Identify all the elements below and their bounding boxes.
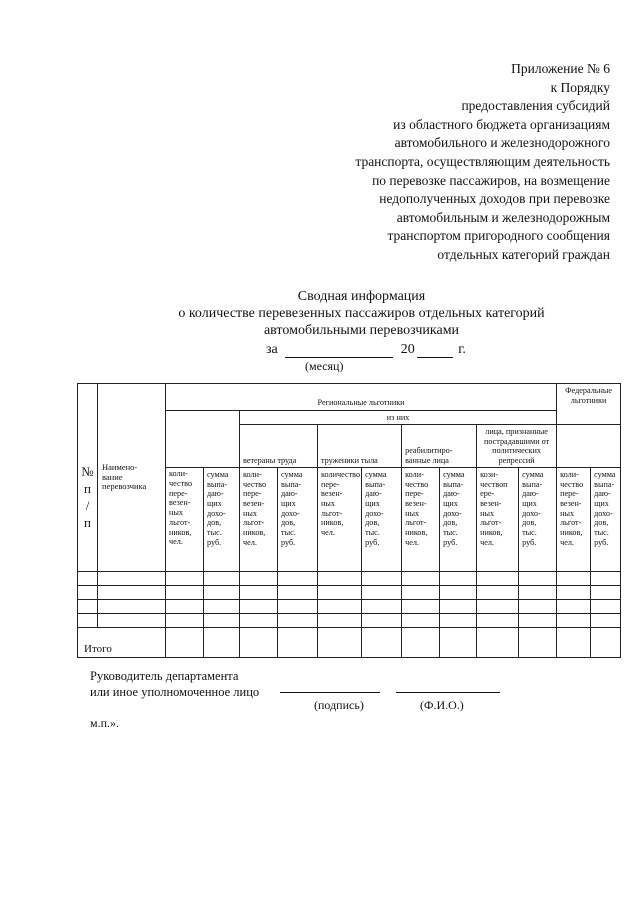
- cat-veterans: ветераны труда: [240, 425, 318, 468]
- table-row: [78, 571, 621, 585]
- iz-nih-header: из них: [240, 411, 557, 425]
- empty-cell: [166, 411, 240, 468]
- month-caption: (месяц): [305, 359, 344, 373]
- sub-count: коли- чество пере- везен- ных льгот- ников, чел.: [240, 467, 278, 571]
- period-line: [266, 342, 466, 358]
- fio-field[interactable]: [396, 692, 500, 693]
- title-line-1: Сводная информация: [297, 289, 426, 304]
- sub-sum: сумма выпа- даю- щих дохо- дов, тыс. руб.: [519, 467, 557, 571]
- sub-sum: сумма выпа- даю- щих дохо- дов, тыс. руб.: [591, 467, 621, 571]
- table-row: [78, 585, 621, 599]
- appendix-line: к Порядку: [550, 79, 610, 95]
- year-prefix: 20: [400, 342, 415, 357]
- appendix-line: Приложение № 6: [511, 61, 610, 76]
- sub-count: коли- чество пере- везен- ных льгот- ников, чел.: [166, 467, 204, 571]
- sub-sum: сумма выпа- даю- щих дохо- дов, тыс. руб.: [362, 467, 402, 571]
- appendix-line: предоставления субсидий: [461, 98, 610, 114]
- sub-count: коли- чество пере- везен- ных льгот- ников, чел.: [557, 467, 591, 571]
- appendix-line: из областного бюджета организациям: [393, 116, 610, 132]
- appendix-line: транспортом пригородного сообщения: [387, 228, 610, 244]
- total-row: [78, 627, 621, 657]
- sub-sum: сумма выпа- даю- щих дохо- дов, тыс. руб.: [440, 467, 477, 571]
- month-blank[interactable]: [285, 343, 393, 358]
- year-blank[interactable]: [417, 343, 453, 358]
- title-line-3: автомобильными перевозчиками: [263, 323, 460, 338]
- appendix-line: автомобильного и железнодорожного: [394, 135, 610, 151]
- period-za: за: [266, 342, 278, 357]
- signature-block: [90, 669, 259, 700]
- fio-caption: (Ф.И.О.): [420, 698, 464, 712]
- cat-rehabilitated: реабилитиро-ванные лица: [402, 425, 477, 468]
- appendix-line: недополученных доходов при перевозке: [379, 191, 610, 207]
- summary-table: [77, 383, 621, 658]
- signature-line-1: Руководитель департамента: [90, 669, 239, 683]
- appendix-line: отдельных категорий граждан: [437, 246, 610, 262]
- signature-line-2: или иное уполномоченное лицо: [90, 684, 260, 699]
- table-row: [78, 599, 621, 613]
- cat-repressed: лица, признанные пострадавшими от политических репрессий: [477, 425, 557, 468]
- document-title: [0, 288, 640, 339]
- signature-field[interactable]: [280, 692, 380, 693]
- sub-count: кози- чествоп ере- везен- ных льгот- ников, чел.: [477, 467, 519, 571]
- title-line-2: о количестве перевезенных пассажиров отдельных категорий: [178, 306, 545, 321]
- signature-caption: (подпись): [314, 698, 364, 712]
- sub-sum: сумма выпа- даю- щих дохо- дов, тыс. руб.: [278, 467, 318, 571]
- sub-count: количество пере- везен- ных льгот- ников, чел.: [318, 467, 362, 571]
- appendix-line: по перевозке пассажиров, на возмещение: [372, 172, 610, 188]
- appendix-line: автомобильным и железнодорожным: [396, 209, 610, 225]
- appendix-line: транспорта, осуществляющим деятельность: [355, 153, 610, 169]
- col-name-header: Наимено- вание перевозчика: [98, 384, 166, 572]
- stamp-place: м.п.».: [90, 716, 120, 730]
- sub-sum: сумма выпа- даю- щих дохо- дов, тыс. руб.: [204, 467, 240, 571]
- table-row: [78, 613, 621, 627]
- total-label: Итого: [78, 627, 166, 657]
- col-number-header: № п / п: [78, 384, 98, 572]
- regional-header: Региональные льготники: [166, 384, 557, 411]
- appendix-header: [355, 60, 610, 265]
- sub-count: коли- чество пере- везен- ных льгот- ников, чел.: [402, 467, 440, 571]
- federal-header: Федеральные льготники: [557, 384, 621, 425]
- empty-cell: [557, 425, 621, 468]
- year-suffix: г.: [458, 342, 466, 357]
- cat-workers: труженики тыла: [318, 425, 402, 468]
